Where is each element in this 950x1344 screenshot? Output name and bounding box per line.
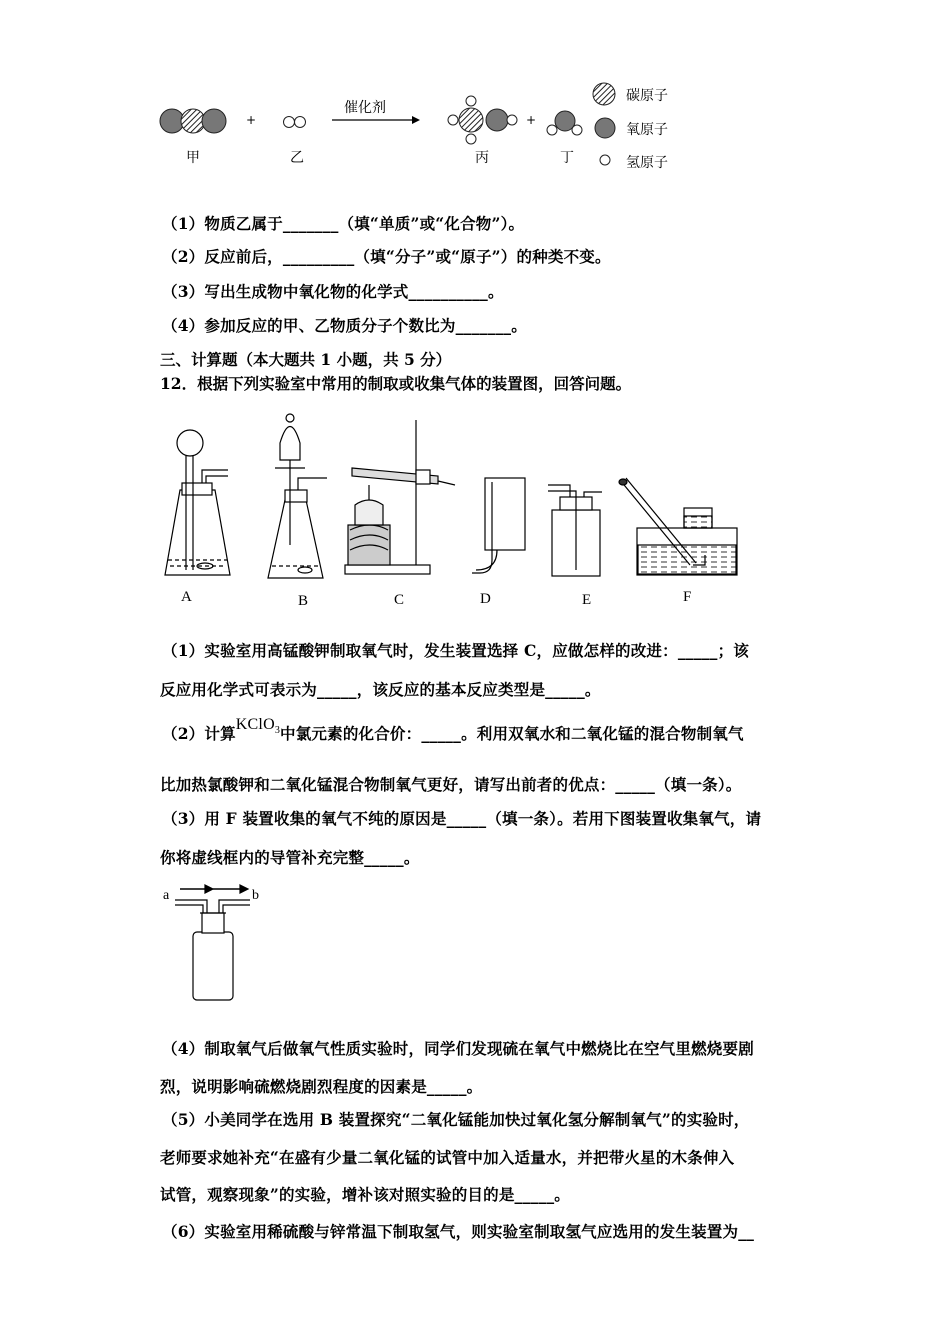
apparatus-a xyxy=(165,430,230,575)
q12-part2-line1: （2）计算KClO$_3$中氯元素的化合价：_____。利用双氧水和二氧化锰的混合物制氧气 xyxy=(162,716,744,743)
catalyst-arrow xyxy=(332,116,420,124)
label-b: B xyxy=(298,593,309,609)
q12-part4-line2: 烈，说明影响硫燃烧剧烈程度的因素是_____。 xyxy=(160,1077,483,1096)
label-e: E xyxy=(582,592,592,608)
legend-oxygen: 氧原子 xyxy=(626,122,668,138)
q12-title: 12．根据下列实验室中常用的制取或收集气体的装置图，回答问题。 xyxy=(160,374,632,393)
molecule-yi xyxy=(284,117,306,128)
label-ding: 丁 xyxy=(560,150,574,166)
apparatus-c xyxy=(345,420,455,574)
q12-part5-line3: 试管，观察现象”的实验，增补该对照实验的目的是_____。 xyxy=(160,1185,570,1204)
q12-part4-line1: （4）制取氧气后做氧气性质实验时，同学们发现硫在氧气中燃烧比在空气里燃烧要剧 xyxy=(162,1039,754,1058)
q11-part2: （2）反应前后，_________（填“分子”或“原子”）的种类不变。 xyxy=(162,247,611,266)
molecule-ding xyxy=(547,111,582,135)
label-yi: 乙 xyxy=(290,150,304,166)
label-f: F xyxy=(683,589,692,605)
legend-atoms xyxy=(593,83,615,165)
q12-part1-line1: （1）实验室用高锰酸钾制取氧气时，发生装置选择 C，应做怎样的改进：_____；该 xyxy=(162,641,749,660)
label-jia: 甲 xyxy=(186,150,200,166)
molecule-jia xyxy=(160,109,226,133)
apparatus-d xyxy=(472,478,525,573)
legend-hydrogen: 氢原子 xyxy=(626,155,668,171)
apparatus-b xyxy=(268,414,327,578)
q11-part4: （4）参加反应的甲、乙物质分子个数比为_______。 xyxy=(162,316,527,335)
catalyst-label: 催化剂 xyxy=(344,100,386,116)
q12-part3-line1: （3）用 F 装置收集的氧气不纯的原因是_____（填一条）。若用下图装置收集氧气，请 xyxy=(162,809,762,828)
q12-part2-line2: 比加热氯酸钾和二氧化锰混合物制氧气更好，请写出前者的优点：_____（填一条）。 xyxy=(160,775,742,794)
label-bing: 丙 xyxy=(475,150,489,166)
label-c: C xyxy=(394,592,405,608)
molecule-bing xyxy=(448,96,517,144)
q11-part1: （1）物质乙属于_______（填“单质”或“化合物”）。 xyxy=(162,214,525,233)
gas-bottle xyxy=(175,885,250,1000)
kclo3-formula: KClO$_3$ xyxy=(235,716,281,737)
q12-part5-line1: （5）小美同学在选用 B 装置探究“二氧化锰能加快过氧化氢分解制氧气”的实验时， xyxy=(162,1110,750,1129)
apparatus-f xyxy=(619,478,737,575)
q12-part3-line2: 你将虚线框内的导管补充完整_____。 xyxy=(160,848,420,867)
q11-part3: （3）写出生成物中氧化物的化学式__________。 xyxy=(162,282,504,301)
section-title: 三、计算题（本大题共 1 小题，共 5 分） xyxy=(160,350,452,369)
q12-part5-line2: 老师要求她补充“在盛有少量二氧化锰的试管中加入适量水，并把带火星的木条伸入 xyxy=(160,1148,735,1167)
bottle-label-a: a xyxy=(163,888,170,903)
bottle-label-b: b xyxy=(252,888,259,903)
apparatus-e xyxy=(548,485,602,576)
label-d: D xyxy=(480,591,491,607)
q12-part1-line2: 反应用化学式可表示为_____，该反应的基本反应类型是_____。 xyxy=(160,680,601,699)
label-a: A xyxy=(181,589,192,605)
plus-sign: + xyxy=(246,113,257,127)
q12-part6-line1: （6）实验室用稀硫酸与锌常温下制取氢气，则实验室制取氢气应选用的发生装置为__ xyxy=(162,1222,755,1241)
plus-sign: + xyxy=(526,113,537,127)
legend-carbon: 碳原子 xyxy=(626,88,668,104)
